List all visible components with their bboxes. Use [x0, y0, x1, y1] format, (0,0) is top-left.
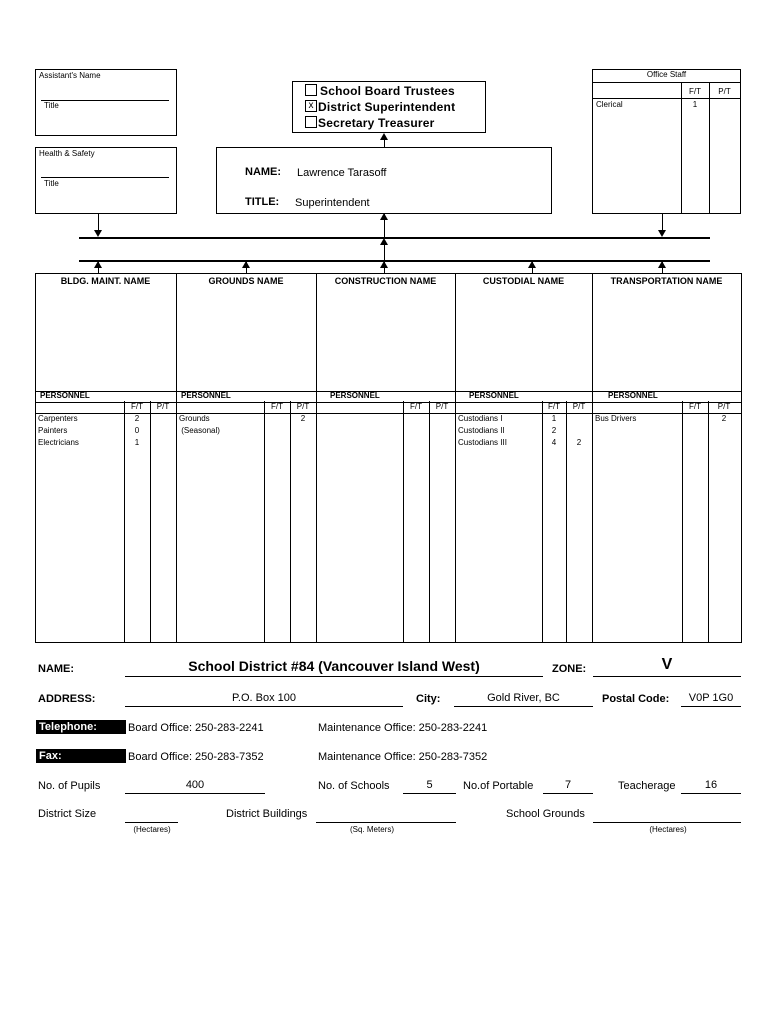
district-buildings-field[interactable] [316, 808, 456, 823]
schools-field[interactable]: 5 [403, 779, 456, 794]
pt-header: P/T [572, 402, 586, 411]
telephone-maintenance-office[interactable]: Maintenance Office: 250-283-2241 [318, 722, 488, 734]
office-staff-divider-2 [593, 98, 740, 99]
row-ft: 0 [134, 426, 140, 435]
assistant-title-label: Title [44, 101, 59, 110]
office-staff-box [592, 69, 741, 214]
office-row-ft: 1 [692, 100, 698, 109]
row-label: Bus Drivers [595, 414, 637, 423]
option-district-superintendent: District Superintendent [318, 100, 456, 114]
row-label: Carpenters [38, 414, 78, 423]
health-safety-box [35, 147, 177, 214]
office-staff-divider [593, 82, 740, 83]
dept-bldg-maint [35, 273, 176, 643]
district-name-label: NAME: [38, 663, 75, 675]
row-ft: 1 [134, 438, 140, 447]
row-label: Painters [38, 426, 68, 435]
office-staff-col-divider-2 [709, 82, 710, 213]
pupils-label: No. of Pupils [38, 780, 101, 792]
option-secretary-treasurer: Secretary Treasurer [318, 116, 435, 130]
row-label: Custodians III [458, 438, 507, 447]
row-label: Custodians II [458, 426, 505, 435]
checkbox-secretary-treasurer[interactable] [305, 116, 317, 128]
row-pt: 2 [576, 438, 582, 447]
personnel-label: PERSONNEL [608, 391, 658, 400]
pt-header: P/T [717, 402, 731, 411]
hectares-note: (Hectares) [649, 825, 687, 834]
dept-custodial [455, 273, 592, 643]
schools-label: No. of Schools [318, 780, 390, 792]
main-name-label: NAME: [245, 166, 282, 178]
assistant-box [35, 69, 177, 136]
pt-header: P/T [435, 402, 449, 411]
option-school-board: School Board Trustees [320, 84, 455, 98]
dept-header: BLDG. MAINT. NAME [60, 276, 151, 286]
row-ft: 4 [551, 438, 557, 447]
arrow-down-icon [658, 230, 666, 237]
org-bar-top [79, 237, 710, 239]
col-divider [264, 401, 265, 642]
dept-grounds [176, 273, 316, 643]
dept-header: GROUNDS NAME [208, 276, 284, 286]
dept-header: CUSTODIAL NAME [482, 276, 565, 286]
personnel-label: PERSONNEL [40, 391, 90, 400]
ft-header: F/T [689, 402, 701, 411]
hectares-note: (Hectares) [133, 825, 171, 834]
sq-meters-note: (Sq. Meters) [349, 825, 394, 834]
dept-transportation [592, 273, 741, 643]
assistant-name-label: Assistant's Name [39, 71, 101, 80]
row-label: (Seasonal) [179, 426, 220, 435]
row-ft: 1 [551, 414, 557, 423]
checkbox-school-board[interactable] [305, 84, 317, 96]
main-title-label: TITLE: [245, 196, 280, 208]
arrow-up-icon [380, 238, 388, 245]
health-safety-line [41, 177, 169, 178]
health-title-label: Title [44, 179, 59, 188]
row-ft: 2 [134, 414, 140, 423]
col-divider [682, 401, 683, 642]
col-divider [150, 401, 151, 642]
dept-header: TRANSPORTATION NAME [610, 276, 723, 286]
fax-label: Fax: [36, 749, 126, 763]
office-row-label: Clerical [596, 100, 623, 109]
portable-label: No.of Portable [463, 780, 534, 792]
ft-header: F/T [410, 402, 422, 411]
row-pt: 2 [721, 414, 727, 423]
zone-label: ZONE: [552, 663, 587, 675]
arrow-up-icon [528, 261, 536, 268]
personnel-label: PERSONNEL [181, 391, 231, 400]
row-pt: 2 [300, 414, 306, 423]
row-label: Grounds [179, 414, 210, 423]
health-safety-label: Health & Safety [39, 149, 95, 158]
office-pt-header: P/T [718, 87, 731, 96]
ft-header: F/T [271, 402, 283, 411]
personnel-label: PERSONNEL [330, 391, 380, 400]
row-ft: 2 [551, 426, 557, 435]
arrow-down-icon [94, 230, 102, 237]
arrow-up-icon [94, 261, 102, 268]
school-grounds-label: School Grounds [506, 808, 585, 820]
portable-field[interactable]: 7 [543, 779, 593, 794]
telephone-board-office[interactable]: Board Office: 250-283-2241 [128, 722, 264, 734]
postal-code-field[interactable]: V0P 1G0 [681, 692, 741, 707]
fax-board-office[interactable]: Board Office: 250-283-7352 [128, 751, 264, 763]
office-ft-header: F/T [689, 87, 701, 96]
address-field[interactable]: P.O. Box 100 [125, 692, 403, 707]
main-title-value: Superintendent [295, 197, 370, 209]
arrow-up-icon [380, 261, 388, 268]
row-label: Electricians [38, 438, 79, 447]
arrow-up-icon [242, 261, 250, 268]
city-field[interactable]: Gold River, BC [454, 692, 593, 707]
col-divider [708, 401, 709, 642]
org-bar-bottom [79, 260, 710, 262]
arrow-up-icon [380, 213, 388, 220]
personnel-label: PERSONNEL [469, 391, 519, 400]
col-divider [290, 401, 291, 642]
district-buildings-label: District Buildings [226, 808, 308, 820]
city-label: City: [416, 693, 441, 705]
ft-header: F/T [131, 402, 143, 411]
pt-header: P/T [156, 402, 170, 411]
district-size-label: District Size [38, 808, 97, 820]
pt-header: P/T [296, 402, 310, 411]
school-grounds-field[interactable] [593, 808, 741, 823]
telephone-label: Telephone: [36, 720, 126, 734]
main-name-box [216, 147, 552, 214]
office-staff-title: Office Staff [646, 70, 687, 79]
dept-construction [316, 273, 455, 643]
postal-code-label: Postal Code: [602, 693, 670, 705]
col-divider [403, 401, 404, 642]
fax-maintenance-office[interactable]: Maintenance Office: 250-283-7352 [318, 751, 488, 763]
pupils-field[interactable]: 400 [125, 779, 265, 794]
checkbox-district-superintendent[interactable]: x [305, 100, 317, 112]
arrow-up-icon [380, 133, 388, 140]
arrow-up-icon [658, 261, 666, 268]
teacherage-label: Teacherage [618, 780, 676, 792]
assistant-name-line [41, 100, 169, 101]
district-name-field[interactable]: School District #84 (Vancouver Island West) [125, 658, 543, 677]
teacherage-field[interactable]: 16 [681, 779, 741, 794]
dept-header: CONSTRUCTION NAME [334, 276, 437, 286]
main-name-value: Lawrence Tarasoff [297, 167, 387, 179]
col-divider [429, 401, 430, 642]
address-label: ADDRESS: [38, 693, 96, 705]
district-size-field[interactable] [125, 808, 178, 823]
zone-field[interactable]: V [593, 656, 741, 677]
row-label: Custodians I [458, 414, 503, 423]
ft-header: F/T [548, 402, 560, 411]
